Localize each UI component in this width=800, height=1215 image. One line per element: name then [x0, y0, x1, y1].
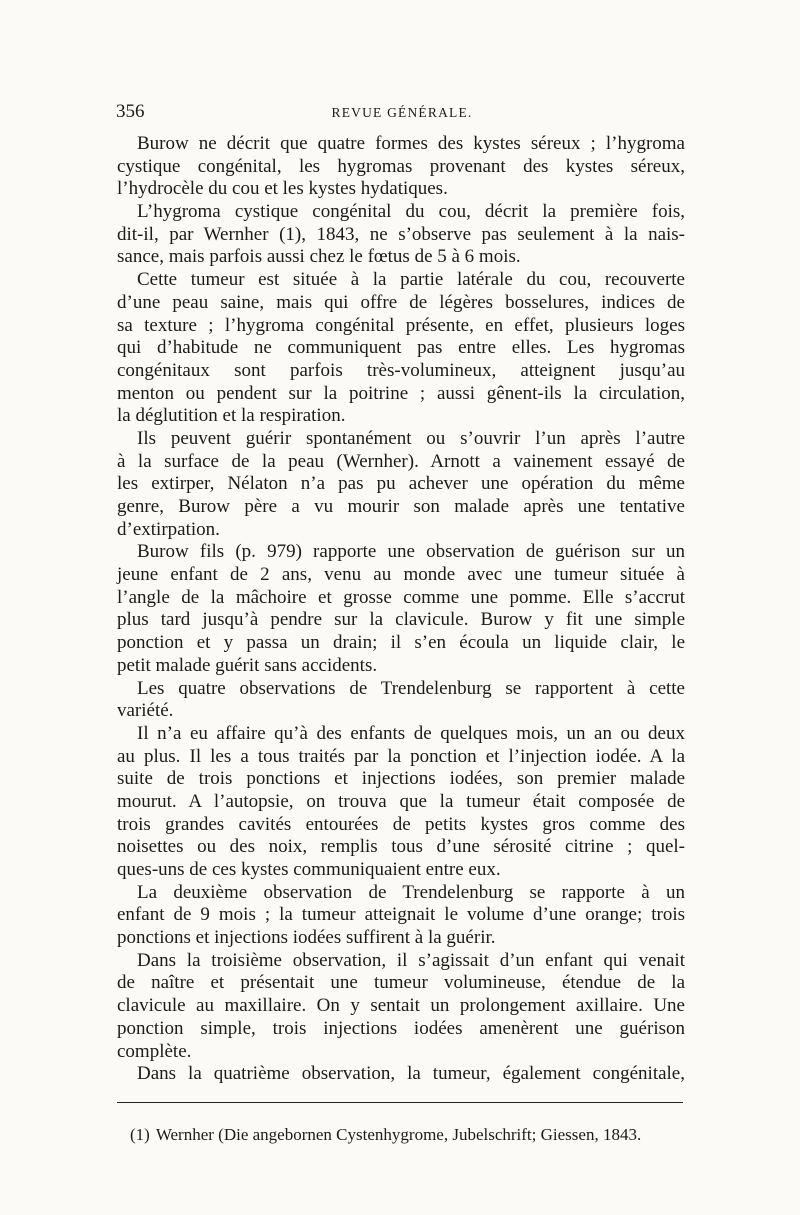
- page-number: 356: [116, 101, 145, 122]
- text-line: menton ou pendent sur la poitrine ; aussi gênent-ils la circulation,: [117, 382, 685, 404]
- body-text: [117, 133, 685, 1086]
- paragraph: [117, 201, 685, 269]
- footnote-rule: [117, 1102, 683, 1103]
- text-line: Il n’a eu affaire qu’à des enfants de quelques mois, un an ou deux: [137, 722, 685, 744]
- text-line: congénitaux sont parfois très-volumineux, atteignent jusqu’au: [117, 359, 685, 381]
- footnote-text: Wernher (Die angebornen Cystenhygrome, Jubelschrift; Giessen, 1843.: [155, 1125, 642, 1144]
- text-line: noisettes ou des noix, remplis tous d’une sérosité citrine ; quel-: [117, 836, 685, 858]
- text-line: Dans la troisième observation, il s’agissait d’un enfant qui venait: [137, 949, 685, 971]
- text-line: Cette tumeur est située à la partie latérale du cou, recouverte: [137, 269, 685, 291]
- footnote-marker: (1): [130, 1125, 150, 1144]
- paragraph: [117, 723, 685, 882]
- text-line: l’hydrocèle du cou et les kystes hydatiques.: [117, 178, 448, 200]
- text-line: l’angle de la mâchoire et grosse comme une pomme. Elle s’accrut: [117, 586, 685, 608]
- text-line: ponction et y passa un drain; il s’en écoula un liquide clair, le: [117, 632, 685, 654]
- text-line: cystique congénital, les hygromas provenant des kystes séreux,: [117, 155, 685, 177]
- text-line: variété.: [117, 700, 174, 722]
- paragraph: [117, 133, 685, 201]
- text-line: plus tard jusqu’à pendre sur la clavicule. Burow y fit une simple: [117, 609, 685, 631]
- text-line: suite de trois ponctions et injections iodées, son premier malade: [117, 768, 685, 790]
- text-line: la déglutition et la respiration.: [117, 405, 346, 427]
- text-line: ques-uns de ces kystes communiquaient entre eux.: [117, 859, 501, 880]
- paragraph: [117, 882, 685, 950]
- text-line: d’une peau saine, mais qui offre de légères bosselures, indices de: [117, 291, 685, 313]
- paragraph: [117, 950, 685, 1063]
- text-line: Les quatre observations de Trendelenburg se rapportent à cette: [137, 677, 685, 699]
- running-head: REVUE GÉNÉRALE.: [331, 105, 473, 120]
- paragraph: [117, 541, 685, 677]
- text-line: ponctions et injections iodées suffirent à la guérir.: [117, 927, 496, 949]
- text-line: Ils peuvent guérir spontanément ou s’ouvrir l’un après l’autre: [137, 427, 685, 449]
- paragraph: [117, 1063, 685, 1086]
- text-line: genre, Burow père a vu mourir son malade après une tentative: [117, 496, 685, 517]
- text-line: dit-il, par Wernher (1), 1843, ne s’observe pas seulement à la nais-: [117, 223, 685, 245]
- footnote: [130, 1123, 685, 1147]
- text-line: qui d’habitude ne communiquent pas entre elles. Les hygromas: [117, 337, 685, 359]
- text-line: les extirper, Nélaton n’a pas pu achever une opération du même: [117, 473, 685, 495]
- text-line: L’hygroma cystique congénital du cou, décrit la première fois,: [137, 201, 685, 223]
- text-line: Dans la quatrième observation, la tumeur, également congénitale,: [137, 1063, 685, 1085]
- paragraph: [117, 428, 685, 541]
- text-line: d’extirpation.: [117, 518, 220, 540]
- text-line: de naître et présentait une tumeur volumineuse, étendue de la: [117, 972, 685, 994]
- text-line: à la surface de la peau (Wernher). Arnott a vainement essayé de: [117, 450, 685, 472]
- text-line: trois grandes cavités entourées de petits kystes gros comme des: [117, 813, 685, 835]
- paragraph: [117, 678, 685, 723]
- text-line: clavicule au maxillaire. On y sentait un prolongement axillaire. Une: [117, 995, 685, 1017]
- text-line: La deuxième observation de Trendelenburg se rapporte à un: [137, 881, 685, 903]
- text-line: ponction simple, trois injections iodées amenèrent une guérison: [117, 1017, 685, 1039]
- text-line: mourut. A l’autopsie, on trouva que la tumeur était composée de: [117, 790, 685, 812]
- text-line: Burow ne décrit que quatre formes des kystes séreux ; l’hygroma: [137, 133, 685, 154]
- text-line: enfant de 9 mois ; la tumeur atteignait le volume d’une orange; trois: [117, 904, 685, 926]
- paragraph: [117, 269, 685, 428]
- text-line: au plus. Il les a tous traités par la ponction et l’injection iodée. A la: [117, 745, 685, 767]
- text-line: jeune enfant de 2 ans, venu au monde avec une tumeur située à: [117, 564, 685, 586]
- text-line: Burow fils (p. 979) rapporte une observation de guérison sur un: [137, 541, 685, 563]
- text-line: sa texture ; l’hygroma congénital présente, en effet, plusieurs loges: [117, 314, 685, 336]
- text-line: complète.: [117, 1040, 192, 1062]
- text-line: petit malade guérit sans accidents.: [117, 654, 378, 676]
- text-line: sance, mais parfois aussi chez le fœtus de 5 à 6 mois.: [117, 246, 521, 268]
